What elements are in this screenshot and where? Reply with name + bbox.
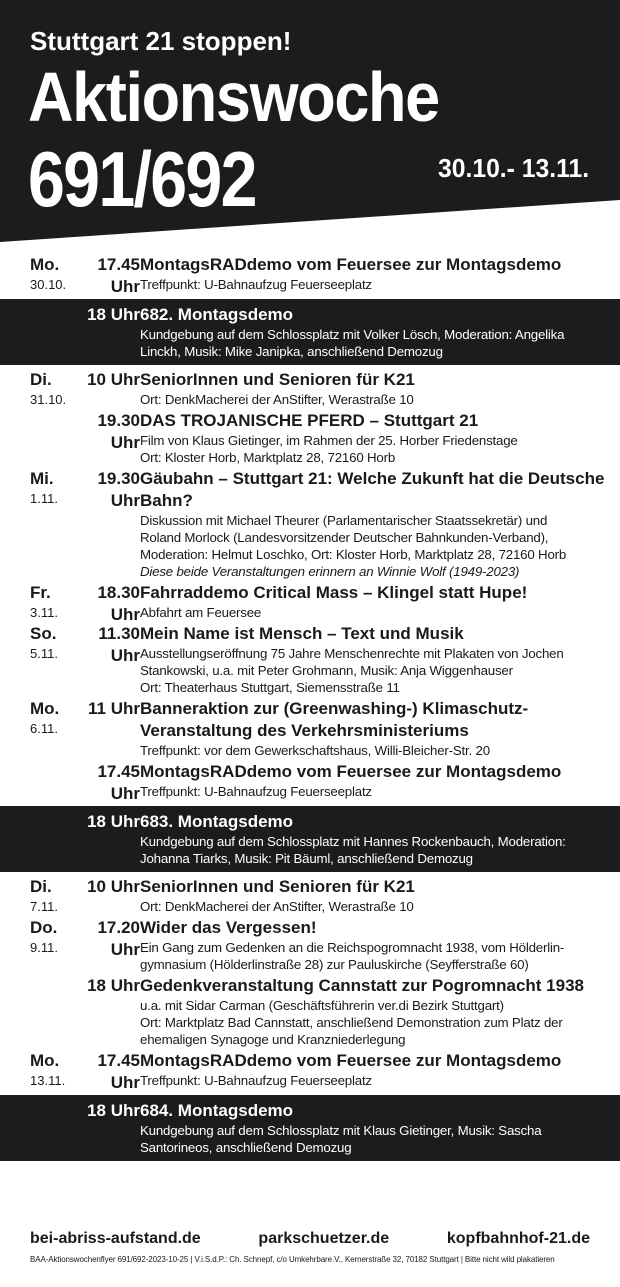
event-date: 13.11. — [30, 1073, 66, 1088]
link-kopfbahnhof-21[interactable]: kopfbahnhof-21.de — [446, 1230, 590, 1247]
event-when — [30, 468, 140, 580]
event-time: 17.45 Uhr — [97, 762, 140, 803]
event-details — [140, 811, 620, 867]
event-title: Wider das Vergessen! — [140, 918, 317, 937]
event-row — [0, 761, 620, 803]
event-day: So. — [30, 624, 57, 643]
event-details — [140, 698, 620, 759]
event-details — [140, 761, 620, 800]
event-description-line: Moderation: Helmut Loschko, Ort: Kloster Horb, Marktplatz 28, 72160 Horb — [140, 547, 567, 562]
event-date: 6.11. — [30, 721, 58, 736]
pretitle: Stuttgart 21 stoppen! — [30, 26, 292, 56]
event-title: 682. Montagsdemo — [140, 305, 294, 324]
event-time: 18 Uhr — [87, 1101, 140, 1120]
event-row — [0, 299, 620, 365]
event-description-line: Kundgebung auf dem Schlossplatz mit Hannes Rockenbauch, Moderation: — [140, 834, 566, 849]
event-description-line: Ort: DenkMacherei der AnStifter, Werastraße 10 — [140, 392, 414, 407]
event-date: 9.11. — [30, 940, 58, 955]
event-time: 17.45 Uhr — [97, 1051, 140, 1092]
event-date: 3.11. — [30, 605, 58, 620]
event-when — [30, 410, 140, 466]
event-row — [0, 1050, 620, 1092]
event-title: Mein Name ist Mensch – Text und Musik — [140, 624, 464, 643]
event-description-line: Johanna Tiarks, Musik: Pit Bäuml, anschließend Demozug — [140, 851, 473, 866]
event-description-line: u.a. mit Sidar Carman (Geschäftsführerin ver.di Bezirk Stuttgart) — [140, 998, 504, 1013]
event-description-line: Ort: Marktplatz Bad Cannstatt, anschließend Demonstration zum Platz der — [140, 1015, 563, 1030]
event-details — [140, 917, 620, 973]
event-when — [30, 917, 140, 973]
event-row — [0, 1095, 620, 1161]
event-day: Mi. — [30, 469, 54, 488]
event-list — [0, 254, 620, 1165]
event-note: Diese beide Veranstaltungen erinnern an Winnie Wolf (1949-2023) — [140, 564, 520, 579]
event-description-line: Treffpunkt: vor dem Gewerkschaftshaus, Willi-Bleicher-Str. 20 — [140, 743, 490, 758]
event-title: SeniorInnen und Senioren für K21 — [140, 877, 415, 896]
event-description-line: Treffpunkt: U-Bahnaufzug Feuerseeplatz — [140, 1073, 372, 1088]
event-date: 1.11. — [30, 491, 58, 506]
event-details — [140, 254, 620, 293]
event-time: 18.30 Uhr — [97, 583, 140, 624]
event-when — [30, 698, 140, 759]
link-parkschuetzer[interactable]: parkschuetzer.de — [258, 1230, 390, 1247]
event-title: MontagsRADdemo vom Feuersee zur Montagsdemo — [140, 1051, 562, 1070]
event-when — [30, 975, 140, 1048]
event-description-line: Abfahrt am Feuersee — [140, 605, 262, 620]
event-when — [30, 254, 140, 296]
event-day: Mo. — [30, 1051, 60, 1070]
event-day: Mo. — [30, 699, 60, 718]
event-details — [140, 1100, 620, 1156]
event-day — [30, 761, 86, 783]
event-day: Di. — [30, 877, 52, 896]
footer — [0, 1230, 620, 1264]
event-description-line: ehemaligen Synagoge und Kranzniederlegung — [140, 1032, 406, 1047]
header-banner — [0, 0, 620, 248]
event-details — [140, 1050, 620, 1089]
event-description-line: Ort: Kloster Horb, Marktplatz 28, 72160 Horb — [140, 450, 396, 465]
event-description-line: Ort: DenkMacherei der AnStifter, Werastraße 10 — [140, 899, 414, 914]
event-day — [30, 1100, 86, 1122]
event-row — [0, 254, 620, 296]
event-title: MontagsRADdemo vom Feuersee zur Montagsdemo — [140, 255, 562, 274]
event-day: Do. — [30, 918, 58, 937]
event-description-line: Treffpunkt: U-Bahnaufzug Feuerseeplatz — [140, 277, 372, 292]
event-date: 7.11. — [30, 899, 58, 914]
event-description-line: Treffpunkt: U-Bahnaufzug Feuerseeplatz — [140, 784, 372, 799]
event-details — [140, 369, 620, 408]
event-description-line: Film von Klaus Gietinger, im Rahmen der 25. Horber Friedenstage — [140, 433, 518, 448]
event-time: 18 Uhr — [87, 305, 140, 324]
event-title: Fahrraddemo Critical Mass – Klingel statt Hupe! — [140, 583, 528, 602]
edition-number: 691/692 — [28, 135, 256, 223]
event-time: 19.30 Uhr — [97, 469, 140, 510]
event-description-line: Linckh, Musik: Mike Janipka, anschließend Demozug — [140, 344, 443, 359]
event-day — [30, 304, 86, 326]
event-description-line: Ausstellungseröffnung 75 Jahre Menschenrechte mit Plakaten von Jochen — [140, 646, 564, 661]
event-when — [30, 623, 140, 696]
event-title: Gedenkveranstaltung Cannstatt zur Pogromnacht 1938 — [140, 976, 584, 995]
event-title: SeniorInnen und Senioren für K21 — [140, 370, 415, 389]
event-title: 684. Montagsdemo — [140, 1101, 294, 1120]
main-title: Aktionswoche — [28, 58, 439, 136]
event-when — [30, 1100, 140, 1156]
event-details — [140, 468, 620, 580]
event-title: DAS TROJANISCHE PFERD – Stuttgart 21 — [140, 411, 479, 430]
event-time: 17.20 Uhr — [97, 918, 140, 959]
event-time: 11.30 Uhr — [98, 624, 140, 665]
event-description-line: Kundgebung auf dem Schlossplatz mit Volker Lösch, Moderation: Angelika — [140, 327, 565, 342]
event-row — [0, 698, 620, 759]
event-row — [0, 876, 620, 915]
event-when — [30, 582, 140, 624]
event-details — [140, 975, 620, 1048]
event-row — [0, 369, 620, 408]
event-date: 30.10. — [30, 277, 67, 292]
event-details — [140, 876, 620, 915]
event-date: 31.10. — [30, 392, 67, 407]
event-time: 17.45 Uhr — [97, 255, 140, 296]
event-time: 18 Uhr — [87, 812, 140, 831]
link-bei-abriss-aufstand[interactable]: bei-abriss-aufstand.de — [30, 1230, 201, 1247]
event-description-line: Ort: Theaterhaus Stuttgart, Siemensstraße 11 — [140, 680, 400, 695]
event-description-line: Stankowski, u.a. mit Peter Grohmann, Musik: Anja Wiggenhauser — [140, 663, 513, 678]
event-row — [0, 468, 620, 580]
event-title: Gäubahn – Stuttgart 21: Welche Zukunft hat die Deutsche Bahn? — [140, 469, 605, 510]
event-when — [30, 811, 140, 867]
imprint: BAA-Aktionswochenflyer 691/692-2023-10-25 | V.i.S.d.P.: Ch. Schnepf, c/o Umkehrbare.V., Kernerstraße 32, 70182 Stuttgart | Bitte nicht wild plakatieren — [30, 1255, 555, 1264]
event-description-line: Roland Morlock (Landesvorsitzender Deutscher Bahnkunden-Verband), — [140, 530, 549, 545]
event-row — [0, 917, 620, 973]
event-date: 5.11. — [30, 646, 58, 661]
event-when — [30, 761, 140, 803]
event-description-line: Kundgebung auf dem Schlossplatz mit Klaus Gietinger, Musik: Sascha — [140, 1123, 542, 1138]
event-day: Fr. — [30, 583, 51, 602]
event-when — [30, 304, 140, 360]
event-day — [30, 811, 86, 833]
event-time: 19.30 Uhr — [97, 411, 140, 452]
event-description-line: Diskussion mit Michael Theurer (Parlamentarischer Staatssekretär) und — [140, 513, 548, 528]
event-row — [0, 806, 620, 872]
event-day: Di. — [30, 370, 52, 389]
row-gap — [0, 800, 620, 802]
event-description-line: gymnasium (Hölderlinstraße 28) zur Pauluskirche (Seyfferstraße 60) — [140, 957, 529, 972]
footer-links — [30, 1230, 590, 1248]
date-range: 30.10.- 13.11. — [438, 153, 590, 183]
row-gap — [0, 1089, 620, 1091]
event-day — [30, 975, 86, 997]
event-details — [140, 623, 620, 696]
event-day: Mo. — [30, 255, 60, 274]
event-description-line: Santorineos, anschließend Demozug — [140, 1140, 352, 1155]
event-row — [0, 582, 620, 624]
event-details — [140, 304, 620, 360]
event-when — [30, 1050, 140, 1092]
event-title: 683. Montagsdemo — [140, 812, 294, 831]
row-gap — [0, 293, 620, 295]
event-when — [30, 369, 140, 408]
event-title: MontagsRADdemo vom Feuersee zur Montagsdemo — [140, 762, 562, 781]
event-title: Banneraktion zur (Greenwashing-) Klimaschutz-Veranstaltung des Verkehrsministeriums — [140, 699, 529, 740]
event-description-line: Ein Gang zum Gedenken an die Reichspogromnacht 1938, vom Hölderlin- — [140, 940, 565, 955]
event-row — [0, 410, 620, 466]
event-details — [140, 582, 620, 621]
event-when — [30, 876, 140, 915]
event-row — [0, 623, 620, 696]
event-row — [0, 975, 620, 1048]
event-time: 18 Uhr — [87, 976, 140, 995]
event-time: 11 Uhr — [88, 699, 140, 718]
event-time: 10 Uhr — [87, 877, 140, 896]
event-details — [140, 410, 620, 466]
event-time: 10 Uhr — [87, 370, 140, 389]
event-day — [30, 410, 86, 432]
